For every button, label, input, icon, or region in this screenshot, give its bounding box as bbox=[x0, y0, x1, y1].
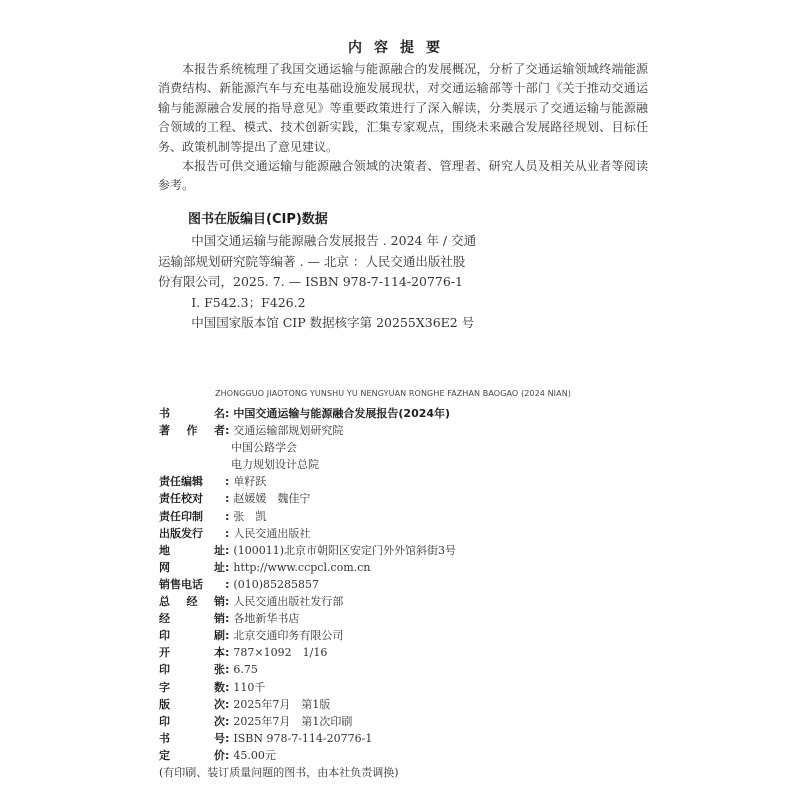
colophon-row-address: 地 址 : (100011)北京市朝阳区安定门外外馆斜街3号 bbox=[159, 542, 639, 559]
field-label: 销售电话 bbox=[159, 577, 203, 591]
summary-title: 内容提要 bbox=[348, 40, 452, 56]
cip-line: 份有限公司，2025. 7. — ISBN 978-7-114-20776-1 bbox=[158, 274, 464, 289]
colophon-row-authors: 著 作 者 : 交通运输部规划研究院 bbox=[159, 422, 639, 439]
field-value: 2025年7月 第1版 bbox=[233, 697, 331, 711]
quality-note: (有印刷、装订质量问题的图书，由本社负责调换) bbox=[159, 765, 399, 779]
field-label: 地 址 bbox=[159, 543, 225, 557]
field-value: 张 凯 bbox=[233, 509, 267, 523]
colophon-row-edition: 版 次 : 2025年7月 第1版 bbox=[159, 696, 639, 713]
colophon-row-website: 网 址 : http://www.ccpcl.com.cn bbox=[159, 559, 639, 576]
colophon-row-proofreader: 责任校对 : 赵媛媛 魏佳宁 bbox=[159, 490, 639, 507]
colophon-row-distributor: 经 销 : 各地新华书店 bbox=[159, 610, 639, 627]
colophon-row-isbn: 书 号 : ISBN 978-7-114-20776-1 bbox=[159, 730, 639, 747]
field-value: 人民交通出版社发行部 bbox=[233, 595, 344, 609]
colophon-row-printing-supervisor: 责任印制 : 张 凯 bbox=[159, 508, 639, 525]
cip-line: 中国国家版本馆 CIP 数据核字第 20255X36E2 号 bbox=[191, 315, 475, 330]
field-value: 6.75 bbox=[233, 663, 258, 677]
colophon-row-printer: 印 刷 : 北京交通印务有限公司 bbox=[159, 627, 639, 644]
field-value: 110千 bbox=[233, 680, 266, 694]
pinyin-title: ZHONGGUO JIAOTONG YUNSHU YU NENGYUAN RONGHE FAZHAN BAOGAO (2024 NIAN) bbox=[215, 389, 572, 398]
field-label: 网 址 bbox=[159, 560, 225, 574]
cip-line: 中国交通运输与能源融合发展报告 . 2024 年 / 交通 bbox=[191, 233, 477, 248]
colophon-row-word-count: 字 数 : 110千 bbox=[159, 679, 639, 696]
field-label: 开 本 bbox=[159, 646, 225, 660]
colophon-row-general-distributor: 总 经 销 : 人民交通出版社发行部 bbox=[159, 593, 639, 610]
colophon-row-author-cont bbox=[159, 439, 639, 456]
field-value: 赵媛媛 魏佳宁 bbox=[233, 492, 311, 506]
field-value: 人民交通出版社 bbox=[233, 526, 311, 540]
website-link: http://www.ccpcl.com.cn bbox=[233, 560, 371, 574]
colophon-row-sheets: 印 张 : 6.75 bbox=[159, 661, 639, 678]
field-label: 出版发行 bbox=[159, 526, 203, 540]
cip-line: 运输部规划研究院等编著 . — 北京 ：人民交通出版社股 bbox=[158, 253, 466, 269]
colophon-row-book-name: 书 名 : 中国交通运输与能源融合发展报告(2024年) bbox=[159, 405, 639, 422]
field-label: 字 数 bbox=[159, 680, 225, 694]
field-value: 中国公路学会 bbox=[231, 441, 297, 455]
colophon-row-impression: 印 次 : 2025年7月 第1次印刷 bbox=[159, 713, 639, 730]
summary-paragraph: 本报告系统梳理了我国交通运输与能源融合的发展概况，分析了交通运输领域终端能源消费结构、新能源汽车与充电基础设施发展现状，对交通运输部等十部门《关于推动交通运输与能源融合发展的指导意见》等重要政策进行了深入解读，分类展示了交通运输与能源融合领域的工程、模式、技术创新实践，汇集专家观点，围绕未来融合发展路径规划、目标任务、政策机制等提出了意见建议。 bbox=[158, 62, 648, 154]
field-label: 责任编辑 bbox=[159, 475, 203, 489]
field-label: 总 经 销 bbox=[159, 595, 225, 609]
field-label: 印 次 bbox=[159, 714, 225, 728]
field-value: 电力规划设计总院 bbox=[231, 458, 319, 472]
field-label: 书 名 bbox=[159, 407, 225, 420]
field-label: 印 张 bbox=[159, 663, 225, 677]
field-label: 版 次 bbox=[159, 697, 225, 711]
cip-title: 图书在版编目(CIP)数据 bbox=[188, 212, 328, 227]
field-value: 北京交通印务有限公司 bbox=[233, 629, 344, 643]
colophon bbox=[159, 405, 639, 781]
field-label: 经 销 bbox=[159, 612, 225, 626]
summary-paragraph: 本报告可供交通运输与能源融合领域的决策者、管理者、研究人员及相关从业者等阅读参考。 bbox=[158, 159, 648, 193]
field-label: 著 作 者 bbox=[159, 424, 225, 438]
colophon-row-editor: 责任编辑 : 单籽跃 bbox=[159, 473, 639, 490]
field-value: 2025年7月 第1次印刷 bbox=[233, 714, 353, 728]
colophon-row-publisher: 出版发行 : 人民交通出版社 bbox=[159, 525, 639, 542]
field-label: 定 价 bbox=[159, 748, 225, 762]
colophon-row-format: 开 本 : 787×1092 1/16 bbox=[159, 644, 639, 661]
field-label: 责任印制 bbox=[159, 509, 203, 523]
field-value: 787×1092 1/16 bbox=[233, 646, 328, 660]
field-value: 各地新华书店 bbox=[233, 612, 300, 626]
field-value: 交通运输部规划研究院 bbox=[233, 424, 344, 438]
field-value: (010)85285857 bbox=[233, 577, 319, 591]
field-value: ISBN 978-7-114-20776-1 bbox=[233, 731, 373, 745]
field-value: 单籽跃 bbox=[233, 475, 267, 489]
field-value: 中国交通运输与能源融合发展报告(2024年) bbox=[233, 407, 451, 420]
field-label: 书 号 bbox=[159, 731, 225, 745]
field-value: 45.00元 bbox=[233, 748, 276, 762]
cip-data-block bbox=[158, 208, 478, 334]
colophon-row-price: 定 价 : 45.00元 bbox=[159, 747, 639, 764]
field-value: (100011)北京市朝阳区安定门外外馆斜街3号 bbox=[233, 543, 456, 557]
colophon-row-author-cont bbox=[159, 456, 639, 473]
field-label: 责任校对 bbox=[159, 492, 203, 506]
colophon-row-sales-phone: 销售电话 : (010)85285857 bbox=[159, 576, 639, 593]
summary-section bbox=[158, 60, 648, 196]
field-label: 印 刷 bbox=[159, 629, 225, 643]
cip-line: Ⅰ. F542.3；F426.2 bbox=[191, 294, 306, 310]
